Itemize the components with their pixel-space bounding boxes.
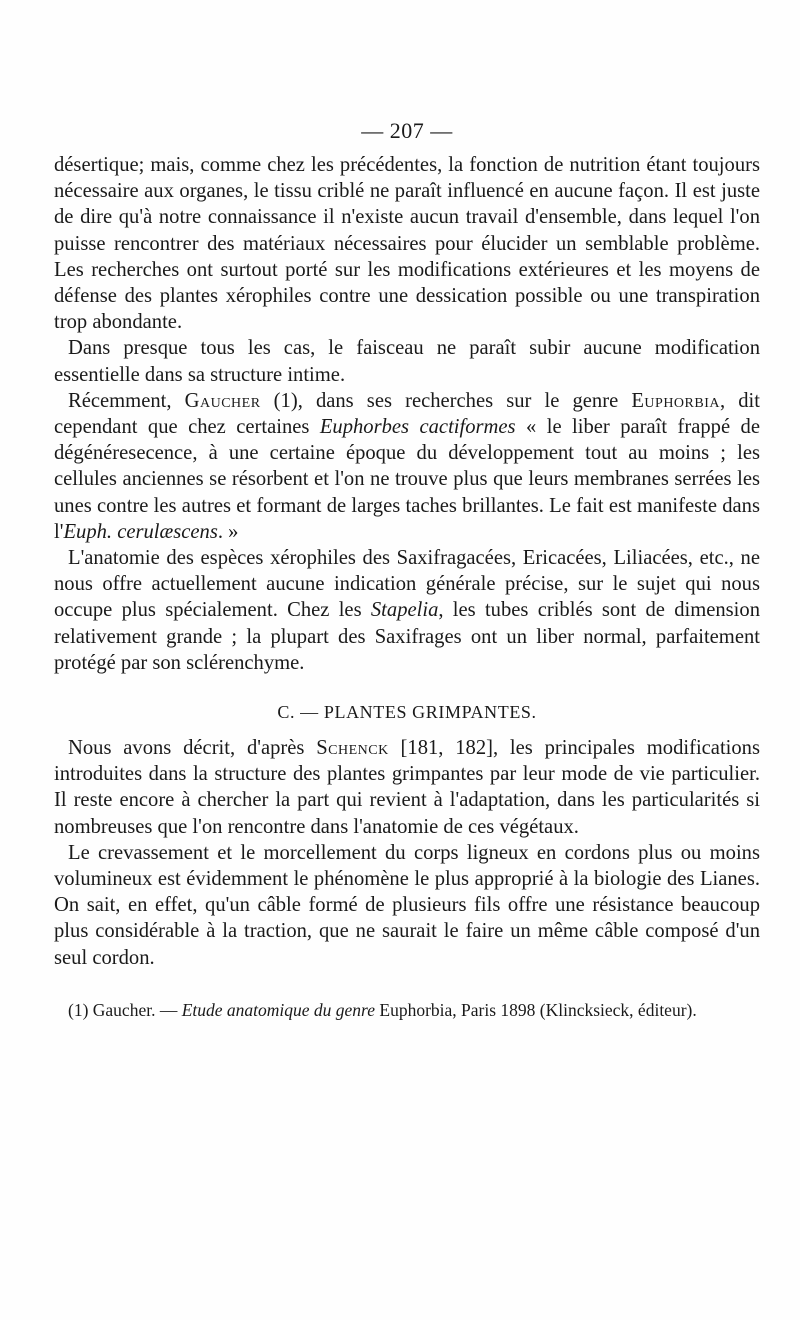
text-run: Dans presque tous les cas, le faisceau ne paraît subir aucune modification essentielle dans sa structure intime. bbox=[54, 337, 760, 386]
italic-text: Euph. cerulæscens bbox=[63, 520, 218, 543]
text-run: . » bbox=[217, 520, 239, 543]
text-run: , les tubes criblés sont de dimension relativement grande ; la plupart des Saxifrages ont un liber normal, parfaitement protégé par son sclérenchyme. bbox=[54, 599, 761, 674]
footnote bbox=[54, 999, 760, 1022]
paragraph bbox=[54, 545, 760, 676]
text-run: « le liber paraît frappé de dégénéresecence, à une certaine époque du développement tout au moins ; les cellules anciennes se résorbent et l'on ne trouve plus que leurs membranes serrées les unes contre les autres et formant de larges taches brillantes. Le fait est manifeste dans l' bbox=[54, 416, 760, 543]
paragraph bbox=[54, 840, 760, 971]
paragraph bbox=[54, 335, 760, 387]
text-run: Récemment, bbox=[68, 389, 185, 412]
italic-text: Etude anatomique du genre bbox=[181, 999, 375, 1020]
page bbox=[54, 118, 760, 1022]
text-run: , dit cependant que chez certaines bbox=[54, 389, 761, 439]
author-name: Schenck bbox=[316, 737, 389, 760]
paragraph bbox=[54, 735, 760, 840]
italic-text: Stapelia bbox=[370, 599, 439, 622]
text-run: L'anatomie des espèces xérophiles des Saxifragacées, Ericacées, Liliacées, etc., ne nous offre actuellement aucune indication générale précise, sur le sujet qui nous occupe plus spécialement. Chez les bbox=[54, 547, 760, 622]
author-name: Euphorbia bbox=[631, 389, 720, 412]
text-run: (1), dans ses recherches sur le genre bbox=[260, 389, 632, 412]
text-run: Euphorbia, Paris 1898 (Klincksieck, éditeur). bbox=[375, 999, 697, 1020]
author-name: Gaucher bbox=[184, 389, 261, 412]
text-run: désertique; mais, comme chez les précédentes, la fonction de nutrition étant toujours nécessaire aux organes, le tissu criblé ne paraît influencé en aucune façon. Il est juste de dire qu'à notre connaissance il n'existe aucun travail d'ensemble, dans lequel l'on puisse rencontrer des matériaux nécessaires pour élucider un semblable problème. Les recherches ont surtout porté sur les modifications extérieures et les moyens de défense des plantes xérophiles contre une dessication possible ou une transpiration trop abondante. bbox=[54, 154, 760, 334]
paragraph bbox=[54, 388, 760, 545]
text-run: (1) Gaucher. — bbox=[68, 999, 182, 1020]
text-run: [181, 182], les principales modifications introduites dans la structure des plantes grimpantes par leur mode de vie particulier. Il reste encore à chercher la part qui revient à l'adaptation, dans les particularités si nombreuses que l'on rencontre dans l'anatomie de ces végétaux. bbox=[54, 737, 760, 838]
italic-text: Euphorbes cactiformes bbox=[319, 416, 516, 439]
page-number: — 207 — bbox=[361, 118, 453, 143]
section-heading: C. — PLANTES GRIMPANTES. bbox=[277, 702, 537, 723]
text-run: Le crevassement et le morcellement du corps ligneux en cordons plus ou moins volumineux est évidemment le phénomène le plus approprié à la biologie des Lianes. On sait, en effet, qu'un câble formé de plusieurs fils offre une résistance beaucoup plus considérable à la traction, que ne saurait le faire un même câble composé d'un seul cordon. bbox=[54, 841, 760, 969]
text-run: Nous avons décrit, d'après bbox=[68, 737, 317, 760]
paragraph bbox=[54, 152, 760, 335]
